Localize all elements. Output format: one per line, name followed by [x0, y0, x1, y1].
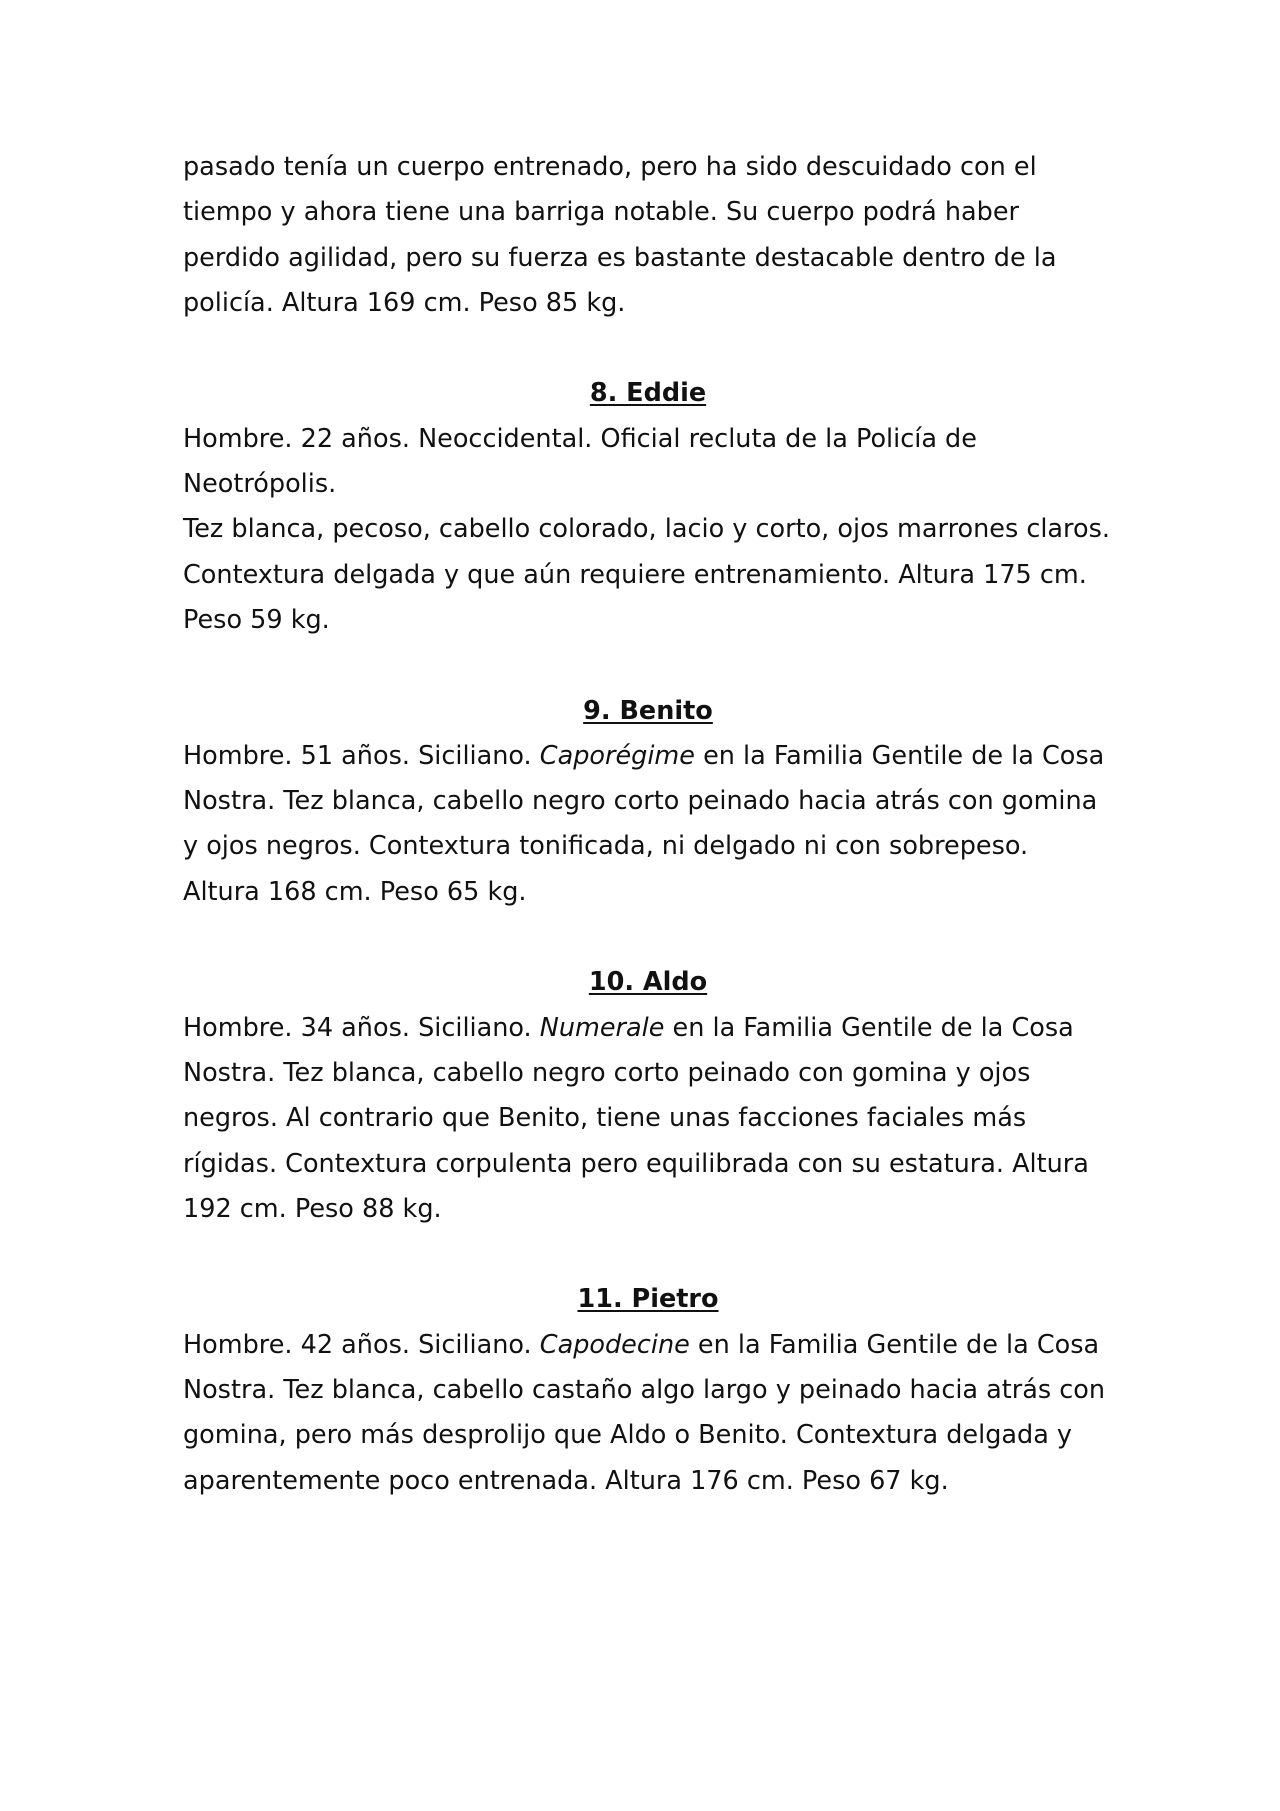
character-description-benito: [183, 734, 1113, 915]
character-section-benito: [183, 689, 1113, 915]
description-text: Hombre. 42 años. Siciliano.: [183, 1329, 540, 1360]
description-text: en la Familia Gentile de la Cosa Nostra. Tez blanca, cabello castaño algo largo y peinado hacia atrás con gomina, pero más desprolijo que Aldo o Benito. Contextura delgada y aparentemente poco entrenada. Altura 176 cm. Peso 67 kg.: [183, 1329, 1106, 1496]
description-text: Hombre. 51 años. Siciliano.: [183, 740, 540, 771]
character-heading-benito: 9. Benito: [583, 695, 713, 726]
character-description-eddie-1: Hombre. 22 años. Neoccidental. Oficial recluta de la Policía de Neotrópolis.: [183, 423, 977, 500]
mafia-rank: Numerale: [539, 1012, 665, 1043]
character-description-eddie-2: Tez blanca, pecoso, cabello colorado, lacio y corto, ojos marrones claros. Contextura delgada y que aún requiere entrenamiento. Altura 175 cm. Peso 59 kg.: [183, 514, 1110, 635]
mafia-rank: Caporégime: [539, 740, 695, 771]
character-section-pietro: [183, 1277, 1113, 1503]
character-section-aldo: [183, 960, 1113, 1232]
description-text: en la Familia Gentile de la Cosa Nostra. Tez blanca, cabello negro corto peinado con gomina y ojos negros. Al contrario que Benito, tiene unas facciones faciales más rígidas. Contextura corpulenta pero equilibrada con su estatura. Altura 192 cm. Peso 88 kg.: [183, 1012, 1089, 1224]
description-text: Hombre. 34 años. Siciliano.: [183, 1012, 540, 1043]
character-description-pietro: [183, 1323, 1113, 1504]
description-text: en la Familia Gentile de la Cosa Nostra. Tez blanca, cabello negro corto peinado hacia atrás con gomina y ojos negros. Contextura tonificada, ni delgado ni con sobrepeso. Altura 168 cm. Peso 65 kg.: [183, 740, 1105, 907]
document-page: [183, 145, 1113, 1504]
intro-paragraph: pasado tenía un cuerpo entrenado, pero ha sido descuidado con el tiempo y ahora tiene una barriga notable. Su cuerpo podrá haber perdido agilidad, pero su fuerza es bastante destacable dentro de la policía. Altura 169 cm. Peso 85 kg.: [183, 152, 1057, 318]
character-heading-aldo: 10. Aldo: [588, 967, 708, 998]
character-section-eddie: [183, 371, 1113, 643]
character-description-aldo: [183, 1006, 1113, 1232]
character-heading-eddie: 8. Eddie: [589, 378, 707, 409]
character-heading-pietro: 11. Pietro: [577, 1284, 719, 1315]
mafia-rank: Capodecine: [539, 1329, 690, 1360]
